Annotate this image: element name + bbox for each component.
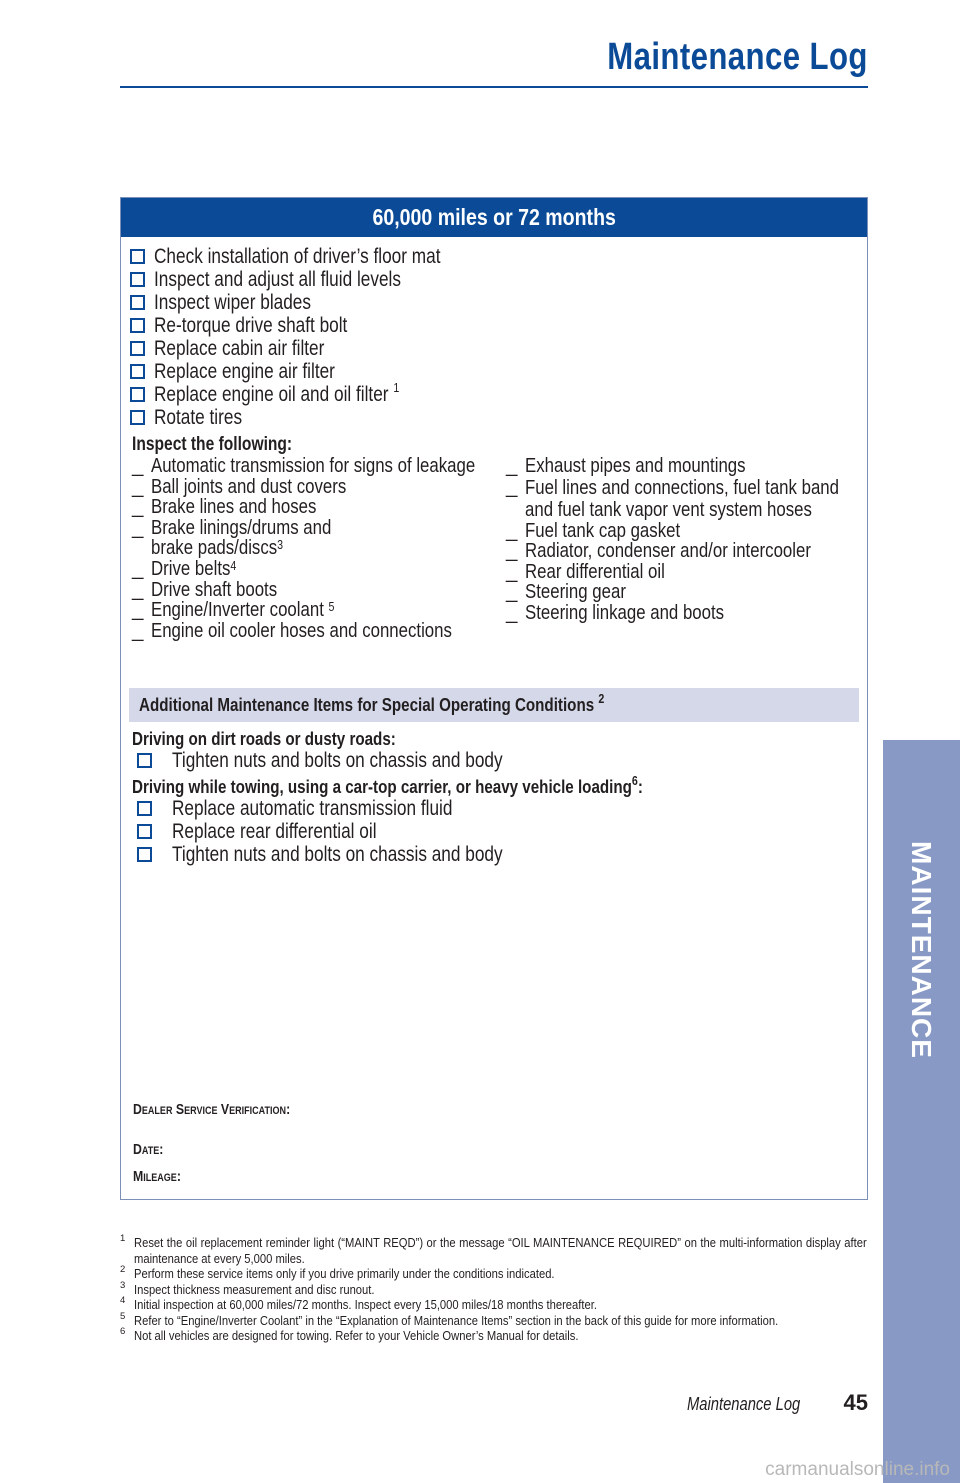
title-rule xyxy=(120,86,868,88)
inspect-item: _ Engine oil cooler hoses and connections xyxy=(132,618,452,642)
checkbox[interactable] xyxy=(137,847,152,862)
footer-section-label: Maintenance Log xyxy=(687,1394,801,1414)
inspect-item: _ Fuel tank cap gasket xyxy=(506,518,681,542)
towing-heading: Driving while towing, using a car-top carrier, or heavy vehicle loading$^6$: xyxy=(132,773,643,797)
footnote: 5 Refer to “Engine/Inverter Coolant” in the “Explanation of Maintenance Items” section in the back of this guide for more information. xyxy=(120,1310,779,1328)
checklist-item: Inspect and adjust all fluid levels xyxy=(130,268,503,291)
towing-checklist xyxy=(137,797,575,866)
inspect-item: _ Automatic transmission for signs of leakage xyxy=(132,454,476,477)
checklist-item: Tighten nuts and bolts on chassis and body xyxy=(137,843,575,866)
inspect-list-right xyxy=(506,456,866,624)
checkbox[interactable] xyxy=(130,387,145,402)
page-number: 45 xyxy=(843,1390,868,1415)
inspect-item: _ Steering gear xyxy=(506,580,626,604)
section-tab-label: MAINTENANCE xyxy=(906,841,937,1059)
checkbox[interactable] xyxy=(130,341,145,356)
special-conditions-heading: Additional Maintenance Items for Special Operating Conditions $^2$ xyxy=(129,688,859,722)
checklist-item: Replace cabin air filter xyxy=(130,337,503,360)
checklist-item: Replace engine oil and oil filter $^1$ xyxy=(130,383,503,406)
inspect-item: _ Rear differential oil xyxy=(506,559,665,583)
dusty-roads-checklist xyxy=(137,749,575,772)
watermark: carmanualsonline.info xyxy=(765,1459,950,1480)
inspect-list-left xyxy=(132,456,502,641)
page-footer xyxy=(687,1390,868,1416)
inspect-item: _ Ball joints and dust covers xyxy=(132,474,347,498)
date-label: Date: xyxy=(133,1141,164,1158)
service-interval-header: 60,000 miles or 72 months xyxy=(121,198,867,237)
footnotes xyxy=(120,1235,868,1344)
inspect-item: _ Radiator, condenser and/or intercooler xyxy=(506,539,811,563)
checkbox[interactable] xyxy=(130,410,145,425)
dealer-verification-label: Dealer Service Verification: xyxy=(133,1101,291,1118)
checkbox[interactable] xyxy=(137,753,152,768)
mileage-label: Mileage: xyxy=(133,1168,181,1185)
checklist-item: Rotate tires xyxy=(130,406,503,429)
footnote: 2 Perform these service items only if you drive primarily under the conditions indicated. xyxy=(120,1264,555,1281)
checkbox[interactable] xyxy=(130,318,145,333)
inspect-item: _ Fuel lines and connections, fuel tank band and fuel tank vapor vent system hoses xyxy=(506,474,840,521)
checkbox[interactable] xyxy=(137,801,152,816)
checklist-item: Re-torque drive shaft bolt xyxy=(130,314,503,337)
checkbox[interactable] xyxy=(137,824,152,839)
checkbox[interactable] xyxy=(130,249,145,264)
inspect-item: _ Steering linkage and boots xyxy=(506,600,725,624)
checklist-item: Replace automatic transmission fluid xyxy=(137,797,575,820)
footnote: 1 Reset the oil replacement reminder light (“MAINT REQD”) or the message “OIL MAINTENANCE REQUIRED” on the multi-information display after maintenance at every 5,000 miles. xyxy=(120,1233,867,1266)
inspect-item: _ Drive belts$^4$ xyxy=(132,556,237,580)
checkbox[interactable] xyxy=(130,295,145,310)
inspect-item: _ Brake lines and hoses xyxy=(132,495,317,519)
inspect-heading: Inspect the following: xyxy=(132,434,293,455)
dusty-roads-heading: Driving on dirt roads or dusty roads: xyxy=(132,728,396,749)
checkbox[interactable] xyxy=(130,272,145,287)
service-interval-box xyxy=(120,197,868,1200)
footnote: 4 Initial inspection at 60,000 miles/72 months. Inspect every 15,000 miles/18 months thereafter. xyxy=(120,1295,597,1312)
section-tab xyxy=(883,740,960,1483)
checklist-item: Check installation of driver’s floor mat xyxy=(130,245,503,268)
inspect-item: _ Brake linings/drums and brake pads/discs$^3$ xyxy=(132,515,332,560)
checklist-item: Inspect wiper blades xyxy=(130,291,503,314)
inspect-item: _ Drive shaft boots xyxy=(132,577,278,601)
footnote: 6 Not all vehicles are designed for towing. Refer to your Vehicle Owner’s Manual for details. xyxy=(120,1326,579,1343)
checklist-item: Tighten nuts and bolts on chassis and body xyxy=(137,749,575,772)
checkbox[interactable] xyxy=(130,364,145,379)
page-title: Maintenance Log xyxy=(607,36,868,78)
service-checklist xyxy=(130,245,503,429)
inspect-item: _ Exhaust pipes and mountings xyxy=(506,454,746,477)
inspect-item: _ Engine/Inverter coolant $^5$ xyxy=(132,598,335,622)
checklist-item: Replace rear differential oil xyxy=(137,820,575,843)
footnote: 3 Inspect thickness measurement and disc runout. xyxy=(120,1279,375,1297)
checklist-item: Replace engine air filter xyxy=(130,360,503,383)
